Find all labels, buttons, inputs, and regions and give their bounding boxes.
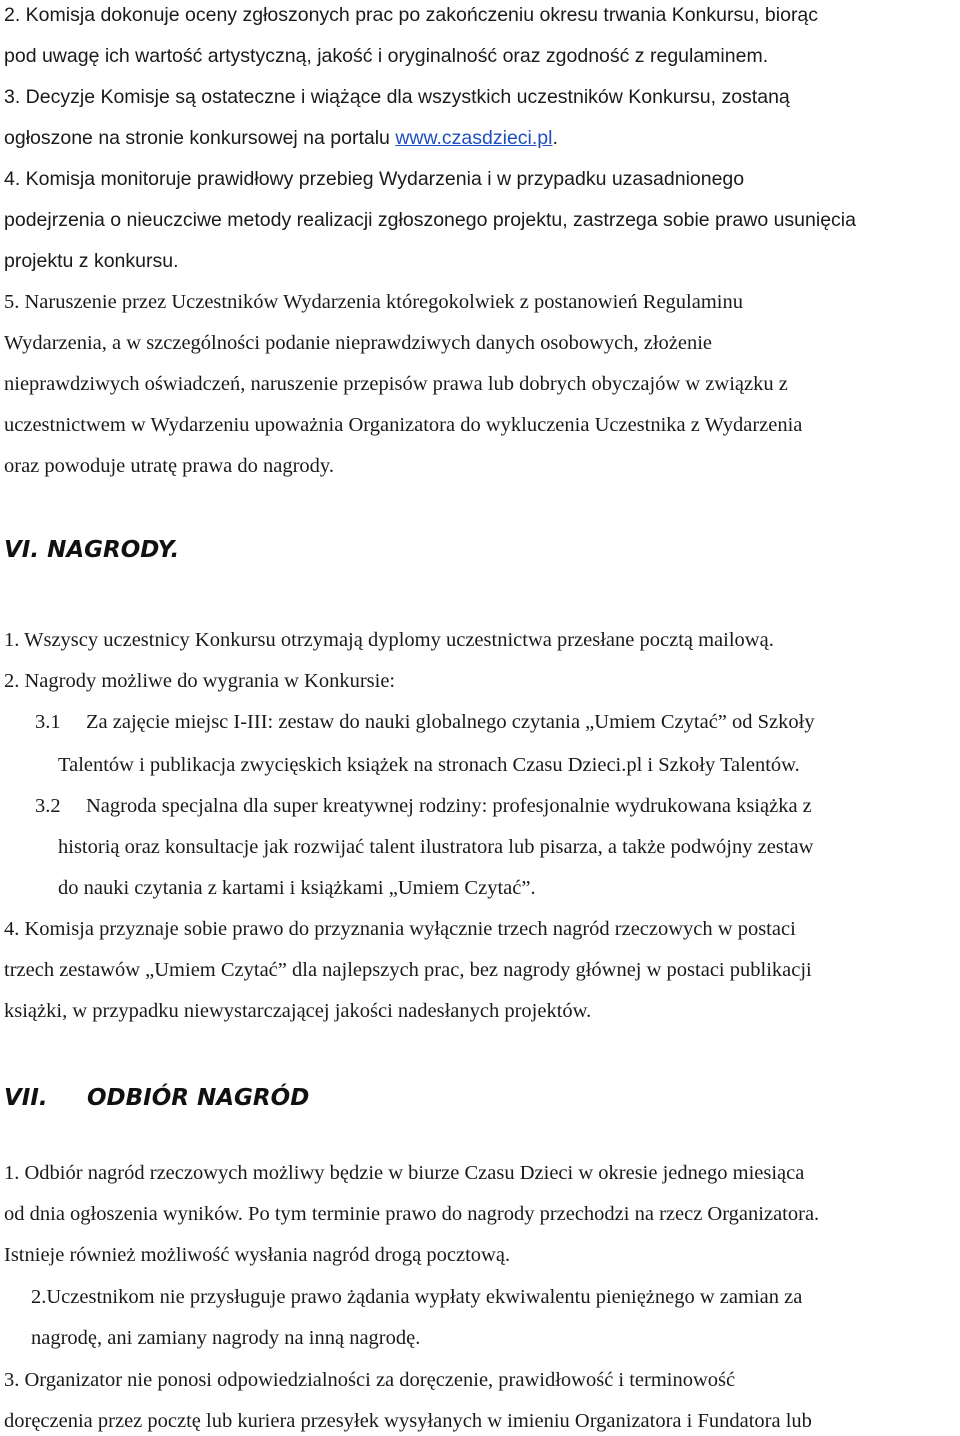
section-6-item-3-1-line-2: Talentów i publikacja zwycięskich książek na stronach Czasu Dzieci.pl i Szkoły Talentów. bbox=[58, 754, 800, 776]
paragraph-5-line-4: uczestnictwem w Wydarzeniu upoważnia Organizatora do wykluczenia Uczestnika z Wydarzenia bbox=[4, 414, 803, 436]
section-6-item-2: 2. Nagrody możliwe do wygrania w Konkursie: bbox=[4, 670, 396, 692]
section-7-item-1-line-1: 1. Odbiór nagród rzeczowych możliwy będzie w biurze Czasu Dzieci w okresie jednego miesiąca bbox=[4, 1162, 805, 1184]
paragraph-4-line-1: 4. Komisja monitoruje prawidłowy przebieg Wydarzenia i w przypadku uzasadnionego bbox=[4, 168, 745, 190]
section-6-item-3-2-line-2: historią oraz konsultacje jak rozwijać talent ilustratora lub pisarza, a także podwójny zestaw bbox=[58, 836, 814, 858]
section-7-item-1-line-3: Istnieje również możliwość wysłania nagród drogą pocztową. bbox=[4, 1244, 511, 1266]
paragraph-4-line-3: projektu z konkursu. bbox=[4, 250, 179, 272]
section-6-item-3-2-line-3: do nauki czytania z kartami i książkami „Umiem Czytać”. bbox=[58, 877, 536, 899]
section-6-heading: VI. NAGRODY. bbox=[4, 537, 180, 563]
paragraph-3-line-2 bbox=[4, 125, 558, 151]
section-6-item-1: 1. Wszyscy uczestnicy Konkursu otrzymają dyplomy uczestnictwa przesłane pocztą mailową. bbox=[4, 629, 774, 651]
paragraph-5-line-1: 5. Naruszenie przez Uczestników Wydarzenia któregokolwiek z postanowień Regulaminu bbox=[4, 291, 743, 313]
section-7-item-3-line-1: 3. Organizator nie ponosi odpowiedzialności za doręczenie, prawidłowość i terminowość bbox=[4, 1369, 736, 1391]
section-7-heading-number: VII. bbox=[4, 1085, 48, 1111]
item-text: Nagroda specjalna dla super kreatywnej rodziny: profesjonalnie wydrukowana książka z bbox=[86, 795, 812, 817]
section-7-heading-title: ODBIÓR NAGRÓD bbox=[87, 1085, 310, 1111]
item-number: 3.2 bbox=[35, 795, 61, 817]
paragraph-4-line-2: podejrzenia o nieuczciwe metody realizacji zgłoszonego projektu, zastrzega sobie prawo usunięcia bbox=[4, 209, 856, 231]
paragraph-3-line-1: 3. Decyzje Komisje są ostateczne i wiążące dla wszystkich uczestników Konkursu, zostaną bbox=[4, 86, 790, 108]
paragraph-2-line-2: pod uwagę ich wartość artystyczną, jakość i oryginalność oraz zgodność z regulaminem. bbox=[4, 45, 769, 67]
section-6-item-4-line-2: trzech zestawów „Umiem Czytać” dla najlepszych prac, bez nagrody głównej w postaci publikacji bbox=[4, 959, 812, 981]
section-7-item-2-line-1: 2.Uczestnikom nie przysługuje prawo żądania wypłaty ekwiwalentu pieniężnego w zamian za bbox=[31, 1286, 803, 1308]
website-link[interactable]: www.czasdzieci.pl bbox=[395, 127, 553, 149]
paragraph-3-text: ogłoszone na stronie konkursowej na portalu bbox=[4, 127, 396, 149]
paragraph-5-line-5: oraz powoduje utratę prawa do nagrody. bbox=[4, 455, 334, 477]
section-6-item-3-2-line-1 bbox=[35, 793, 812, 819]
section-7-item-2-line-2: nagrodę, ani zamiany nagrody na inną nagrodę. bbox=[31, 1327, 421, 1349]
item-number: 3.1 bbox=[35, 711, 61, 733]
paragraph-5-line-2: Wydarzenia, a w szczególności podanie nieprawdziwych danych osobowych, złożenie bbox=[4, 332, 713, 354]
section-6-item-4-line-1: 4. Komisja przyznaje sobie prawo do przyznania wyłącznie trzech nagród rzeczowych w postaci bbox=[4, 918, 796, 940]
section-7-item-1-line-2: od dnia ogłoszenia wyników. Po tym terminie prawo do nagrody przechodzi na rzecz Organizatora. bbox=[4, 1203, 820, 1225]
section-6-item-4-line-3: książki, w przypadku niewystarczającej jakości nadesłanych projektów. bbox=[4, 1000, 592, 1022]
section-7-item-3-line-2: doręczenia przez pocztę lub kuriera przesyłek wysyłanych w imieniu Organizatora i Fundatora lub bbox=[4, 1410, 812, 1432]
paragraph-2-line-1: 2. Komisja dokonuje oceny zgłoszonych prac po zakończeniu okresu trwania Konkursu, biorąc bbox=[4, 4, 819, 26]
paragraph-5-line-3: nieprawdziwych oświadczeń, naruszenie przepisów prawa lub dobrych obyczajów w związku z bbox=[4, 373, 788, 395]
section-6-item-3-1-line-1 bbox=[35, 709, 815, 735]
paragraph-3-period: . bbox=[552, 127, 558, 149]
item-text: Za zajęcie miejsc I-III: zestaw do nauki globalnego czytania „Umiem Czytać” od Szkoły bbox=[86, 711, 815, 733]
